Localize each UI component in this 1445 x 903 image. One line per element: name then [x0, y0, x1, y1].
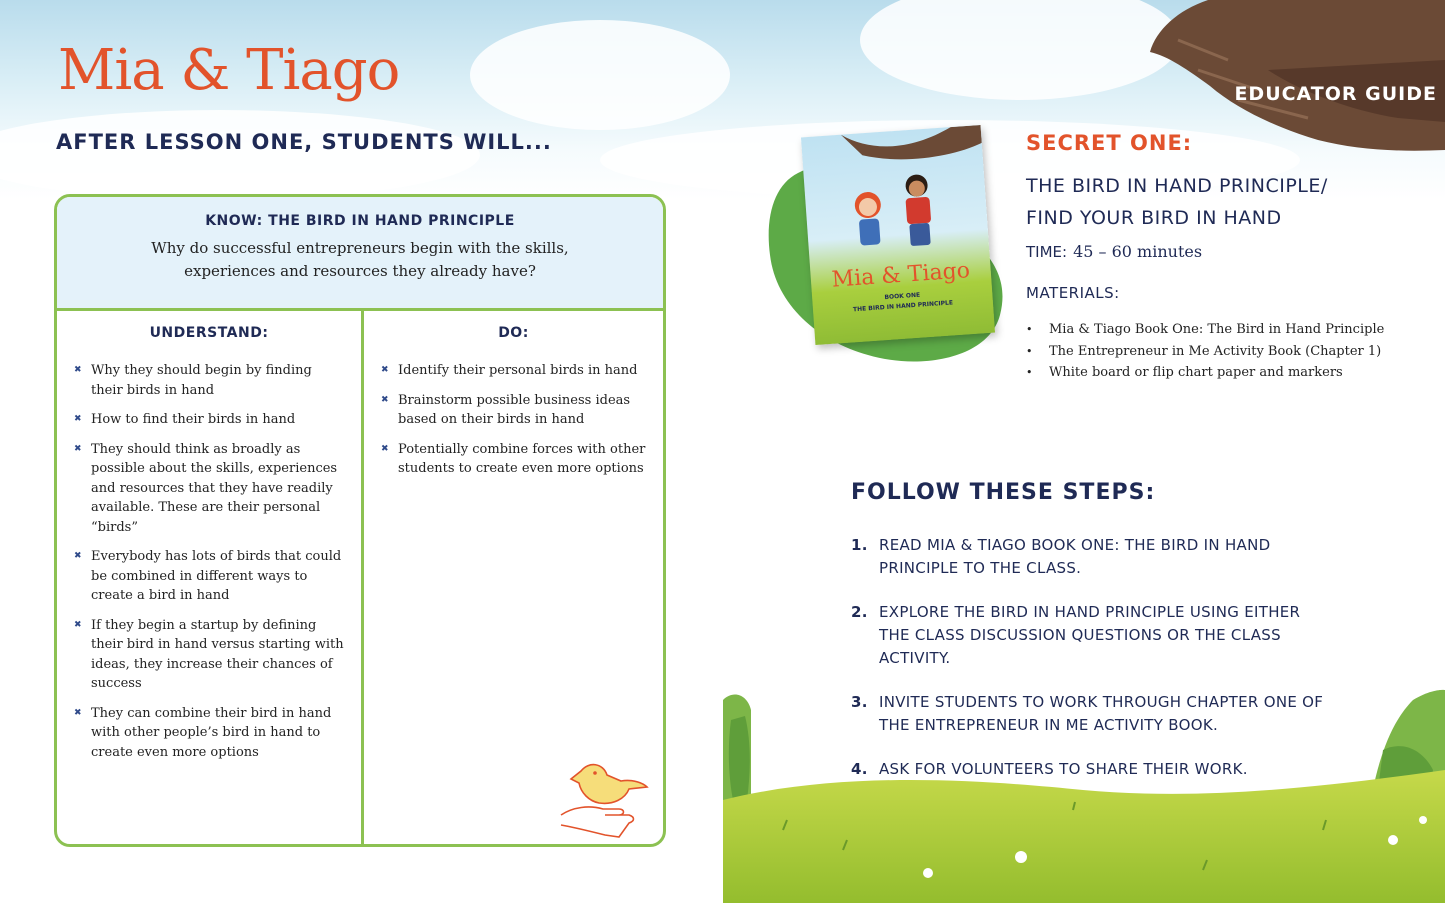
- meadow-illustration: [723, 680, 1445, 903]
- step-item: [851, 601, 1331, 670]
- list-item: [57, 547, 361, 606]
- cloud: [0, 110, 480, 200]
- know-question: Why do successful entrepreneurs begin with the skills, experiences and resources they already have?: [151, 239, 569, 280]
- time-value: 45 – 60 minutes: [1073, 242, 1203, 261]
- book-cover-illustration: [801, 125, 990, 267]
- secret-label: SECRET ONE:: [1026, 131, 1193, 155]
- time-label: TIME:: [1026, 243, 1068, 261]
- do-column: [364, 311, 663, 489]
- step-text: EXPLORE THE BIRD IN HAND PRINCIPLE USING EITHER THE CLASS DISCUSSION QUESTIONS OR THE CLASS ACTIVITY.: [879, 603, 1301, 667]
- understand-list: [57, 361, 361, 762]
- step-number: 2.: [851, 603, 868, 621]
- x-bullet-icon: ✖: [74, 707, 82, 718]
- x-bullet-icon: ✖: [74, 414, 82, 424]
- time-row: [1026, 242, 1202, 261]
- step-number: 1.: [851, 536, 868, 554]
- list-item: [364, 361, 663, 381]
- do-list: [364, 361, 663, 479]
- steps-heading: FOLLOW THESE STEPS:: [851, 480, 1156, 505]
- page-title: Mia & Tiago: [58, 38, 400, 103]
- list-item: [364, 440, 663, 479]
- step-item: [851, 534, 1331, 580]
- book-cover-subtitle: BOOK ONE: [884, 291, 921, 302]
- list-item-text: Potentially combine forces with other students to create even more options: [398, 441, 646, 476]
- x-bullet-icon: ✖: [381, 394, 389, 405]
- list-item: • White board or flip chart paper and markers: [1026, 362, 1384, 384]
- list-item-text: Why they should begin by finding their birds in hand: [91, 363, 312, 398]
- step-text: ASK FOR VOLUNTEERS TO SHARE THEIR WORK.: [879, 760, 1248, 778]
- step-number: 3.: [851, 693, 868, 711]
- list-item-text: They should think as broadly as possible about the skills, experiences and resources that they have readily available. These are their personal “birds”: [91, 441, 338, 535]
- cloud: [860, 0, 1180, 100]
- list-item-text: Identify their personal birds in hand: [398, 363, 638, 378]
- list-item: [57, 440, 361, 538]
- materials-label: MATERIALS:: [1026, 284, 1120, 302]
- principle-line: FIND YOUR BIRD IN HAND: [1026, 207, 1282, 229]
- book-cover-image: [801, 125, 995, 345]
- know-title: KNOW: THE BIRD IN HAND PRINCIPLE: [205, 213, 515, 229]
- principle-title: [1026, 170, 1406, 234]
- x-bullet-icon: ✖: [381, 443, 389, 454]
- list-item: [57, 361, 361, 400]
- guide-label: EDUCATOR GUIDE: [1234, 83, 1437, 105]
- do-heading: DO:: [498, 325, 529, 341]
- x-bullet-icon: ✖: [74, 365, 82, 375]
- materials-list: [1026, 319, 1384, 384]
- book-cover-title: Mia & Tiago: [830, 258, 971, 293]
- understand-column: [57, 311, 361, 772]
- list-item: [57, 704, 361, 763]
- eagle-wing-illustration: [1148, 0, 1445, 160]
- list-item-text: If they begin a startup by defining their bird in hand versus starting with ideas, they increase their chances of success: [91, 617, 344, 691]
- x-bullet-icon: ✖: [74, 443, 82, 454]
- objectives-columns: [57, 311, 663, 844]
- list-item-text: They can combine their bird in hand with other people’s bird in hand to create even more options: [91, 705, 332, 760]
- list-item: • The Entrepreneur in Me Activity Book (Chapter 1): [1026, 341, 1384, 363]
- list-item: [57, 410, 361, 430]
- x-bullet-icon: ✖: [381, 365, 389, 375]
- step-text: INVITE STUDENTS TO WORK THROUGH CHAPTER ONE OF THE ENTREPRENEUR IN ME ACTIVITY BOOK.: [879, 693, 1324, 734]
- understand-heading: UNDERSTAND:: [149, 325, 269, 341]
- step-number: 4.: [851, 760, 868, 778]
- step-text: READ MIA & TIAGO BOOK ONE: THE BIRD IN HAND PRINCIPLE TO THE CLASS.: [879, 536, 1271, 577]
- principle-line: THE BIRD IN HAND PRINCIPLE/: [1026, 175, 1328, 197]
- know-section: [57, 197, 663, 311]
- list-item-text: Brainstorm possible business ideas based on their birds in hand: [398, 392, 631, 427]
- x-bullet-icon: ✖: [74, 619, 82, 630]
- cloud: [470, 20, 730, 130]
- objectives-card: [54, 194, 666, 847]
- list-item: [57, 616, 361, 694]
- lesson-heading: AFTER LESSON ONE, STUDENTS WILL...: [56, 130, 552, 154]
- list-item: • Mia & Tiago Book One: The Bird in Hand Principle: [1026, 319, 1384, 341]
- book-cover-subtitle-2: THE BIRD IN HAND PRINCIPLE: [852, 299, 954, 314]
- bird-in-hand-icon: [559, 757, 651, 839]
- list-item-text: How to find their birds in hand: [91, 412, 296, 427]
- x-bullet-icon: ✖: [74, 551, 82, 561]
- list-item-text: Everybody has lots of birds that could be combined in different ways to create a bird in hand: [91, 549, 342, 603]
- list-item: [364, 391, 663, 430]
